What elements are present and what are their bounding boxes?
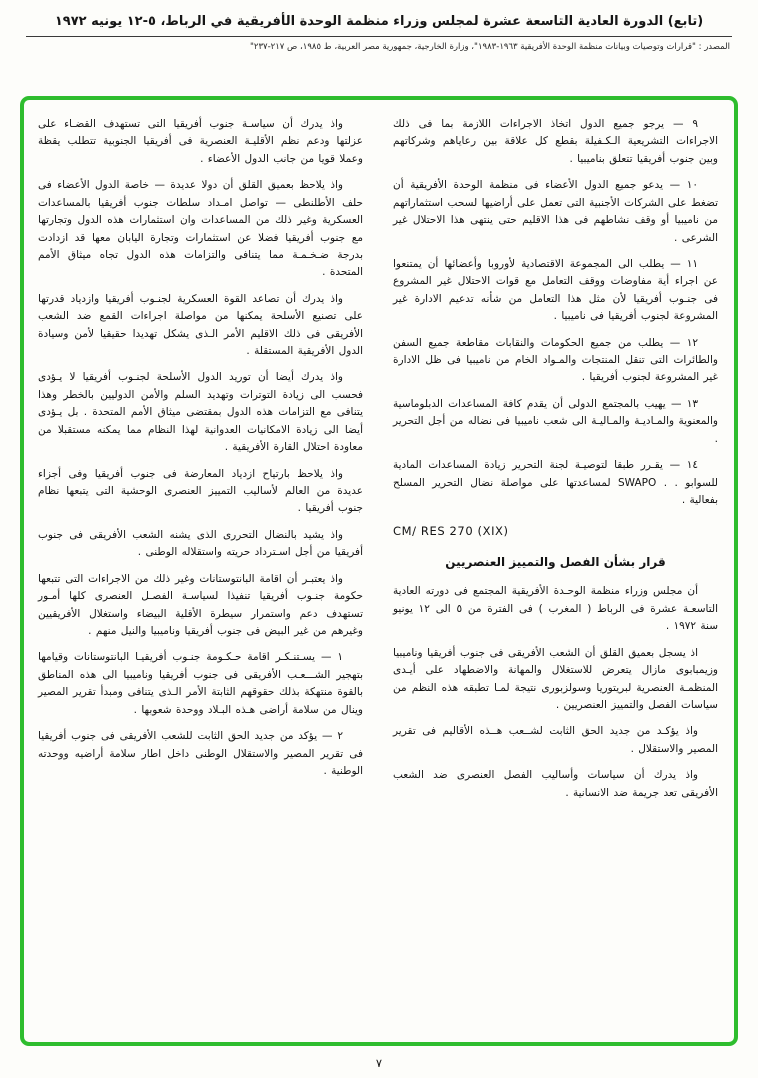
preamble-paragraph: واذ يلاحظ بارتياح ازدياد المعارضة فى جنوب أفريقيا وفى أجزاء عديدة من العالم لأساليب التمييز العنصرى الوحشية التى يتبعها نظام جنوب أفريقيا . bbox=[38, 467, 363, 515]
preamble-paragraph: واذ يدرك أن سياسات وأساليب الفصل العنصرى ضد الشعب الأفريقى تعد جريمة ضد الانسانية . bbox=[393, 769, 718, 799]
preamble-paragraph: واذ يدرك أن سياسـة جنوب أفريقيا التى تستهدف القضـاء على عزلتها ودعم نظم الأقليـة العنصرية فى أفريقيا الجنوبية تتطلب يقظة وعملا قويا من جانب الدول الأعضاء . bbox=[38, 118, 363, 165]
preamble-paragraph: واذ يدرك أيضا أن توريد الدول الأسلحة لجنـوب أفريقيا لا يـؤدى فحسب الى زيادة التوترات وتهديد السلم والأمن الدوليين بالخطر وهذا يتنافى مع التزامات هذه الدول بمقتضى ميثاق الأمم المتحدة . بل يـؤدى أيضا الى زيادة الامكانيات العدوانية لهذا النظام مما يمكنه مستقبلا من معاودة احتلال القارة الأفريقية . bbox=[38, 371, 363, 454]
source-citation: المصدر : "قرارات وتوصيات وبيانات منظمة الوحدة الأفريقية ١٩٦٣-١٩٨٣"، وزارة الخارجية، جمهورية مصر العربية، ط ١٩٨٥، ص ٢١٧-٢٣٧" bbox=[249, 42, 730, 52]
resolution-title: قرار بشأن الفصل والتمييز العنصريين bbox=[445, 554, 666, 569]
page-number: ٧ bbox=[375, 1056, 383, 1070]
resolution-clause-10: ١٠ — يدعو جميع الدول الأعضاء فى منظمة الوحدة الأفريقية أن تضغط على الشركات الأجنبية التى تعمل على أراضيها لسحب استثماراتهم من ناميبيا أو وقف نشاطهم فى هذا الاقليم حتى ينتهى هذا الاحتلال غير الشرعى . bbox=[393, 179, 718, 244]
resolution-clause-11: ١١ — يطلب الى المجموعة الاقتصادية لأوروبا وأعضائها أن يمتنعوا عن اجراء أية مفاوضات ووقف التعامل مع قوات الاحتلال غير المشروع فى جنـوب أفريقيا لأن مثل هذا التعامل من شأنه تدعيم الادارة غير المشروعة لجنوب أفريقيا فى ناميبيا . bbox=[393, 257, 718, 323]
preamble-paragraph: واذ يشيد بالنضال التحررى الذى يشنه الشعب الأفريقى فى جنوب أفريقيا من أجل اسـترداد حريته واستقلاله الوطنى . bbox=[38, 528, 363, 559]
resolution-clause-14: ١٤ — يقـرر طبقا لتوصيـة لجنة التحرير زيادة المساعدات المادية للسوابو . . SWAPO لمساعدتها على مواصلة نضال التحرير المسلح بفعالية . bbox=[393, 459, 718, 507]
preamble-paragraph: اذ يسجل بعميق القلق أن الشعب الأفريقى فى جنوب أفريقيا وناميبيا وزيمبابوى مازال يتعرض للاستغلال والمهانة والاضطهاد على أيـدى المنظمـة العنصرية لبريتوريا وسولزبورى نتيجة لمـا تطبقه هذه النظم من سياسات الفصل والتمييز العنصريين . bbox=[393, 646, 718, 711]
page-header bbox=[0, 0, 758, 52]
resolution-clause-9: ٩ — يرجو جميع الدول اتخاذ الاجراءات اللازمة بما فى ذلك الاجراءات التشريعية الـكـفيلة بقطع كل علاقة بين رعاياهم وشركاتهم وبين جنوب أفريقيا تتعلق بناميبيا . bbox=[393, 118, 718, 165]
preamble-paragraph: واذ يدرك أن تصاعد القوة العسكرية لجنـوب أفريقيا وازدياد قدرتها على تصنيع الأسلحة يمكنها من مواصلة اجراءات القمع ضد الشعب الأفريقى فى ذلك الاقليم الأمر الـذى يشكل تهديدا حقيقيا لأمن وسيادة الدول الأفريقية المستقلة . bbox=[38, 292, 363, 358]
right-column bbox=[393, 116, 718, 1032]
operative-clause-2: ٢ — يؤكد من جديد الحق الثابت للشعب الأفريقى فى جنوب أفريقيا فى تقرير المصير والاستقلال الوطنى داخل اطار سلامة أراضيه ووحدته الوطنية . bbox=[38, 730, 363, 777]
left-column bbox=[38, 116, 363, 1032]
resolution-clause-12: ١٢ — يطلب من جميع الحكومات والنقابات مقاطعة جميع السفن والطائرات التى تنقل المنتجات والمـواد الخام من ناميبيا فى ظل الادارة غير المشروعة لجنوب أفريقيا . bbox=[393, 336, 718, 384]
document-title: (تابع) الدورة العادية التاسعة عشرة لمجلس وزراء منظمة الوحدة الأفريقية في الرباط، ٥-١٢ يونيه ١٩٧٢ bbox=[26, 14, 732, 37]
operative-clause-1: ١ — يسـتنـكـر اقامة حـكـومة جنـوب أفريقيـا البانتوستانات وقيامها بتهجير الشـــعـب الأفريقى فى جنوب أفريقيا وناميبيا الى هذه المناطق بالقوة منتهكة بذلك حقوقهم الثابتة الأمر الـذى يتنافى ومبدأ تقرير المصير وينال من سلامة أراضى هـذه البـلاد ووحدة شعوبها . bbox=[38, 651, 363, 716]
green-border-frame bbox=[20, 96, 738, 1046]
preamble-paragraph: واذ يؤكـد من جديد الحق الثابت لشــعب هــذه الأقاليم فى تقرير المصير والاستقلال . bbox=[393, 725, 718, 755]
preamble-paragraph: واذ يعتبـر أن اقامة البانتوستانات وغير ذلك من الاجراءات التى تتبعها حكومة جنـوب أفريقيا تنفيذا لسياسـة الفصـل العنصرى كلها أمـور تستهدف دعم واستمرار سيطرة الأقلية البيضاء واستغلال الأفريقيين وغيرهم من غير البيض فى جنوب أفريقيا وناميبيا والنيل منهم . bbox=[38, 572, 363, 637]
resolution-clause-13: ١٣ — يهيب بالمجتمع الدولى أن يقدم كافة المساعدات الدبلوماسية والمعنوية والمـاديـة والمـاليـة الى شعب ناميبيا فى نضاله من أجل التحرير . bbox=[393, 397, 718, 445]
preamble-paragraph: أن مجلس وزراء منظمة الوحـدة الأفريقية المجتمع فى دورته العادية التاسعـة عشرة فى الرباط ( المغرب ) فى الفترة من ٥ الى ١٢ يونيو سنة ١٩٧٢ . bbox=[393, 585, 719, 633]
two-column-body bbox=[38, 116, 718, 1032]
resolution-code: CM/ RES 270 (XIX) bbox=[393, 524, 509, 539]
preamble-paragraph: واذ يلاحظ بعميق القلق أن دولا عديدة — خاصة الدول الأعضاء فى حلف الأطلنطى — تواصل امـداد سلطات جنوب أفريقيا بالمساعدات العسكرية وغير ذلك من المساعدات وان استثمارات هذه الدول وتجارتها مع جنوب أفريقيا فضلا عن استثمارات وتجارة اليابان معها قد ازدادت بدرجة ضـخـمـة مما يتنافى والتزامات هذه الدول تجاه ميثاق الأمم المتحدة . bbox=[38, 179, 363, 279]
